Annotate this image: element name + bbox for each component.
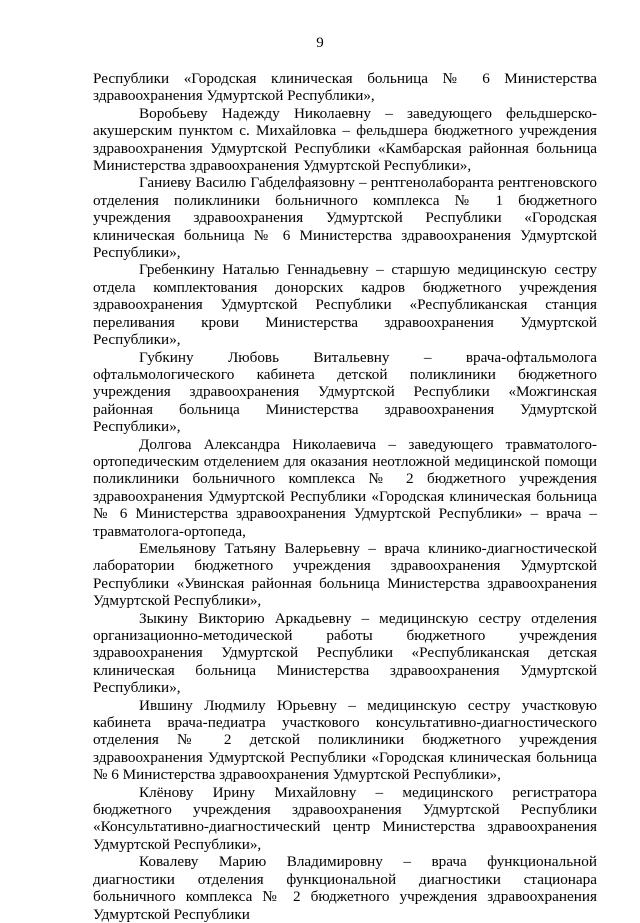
paragraph-ganieva: Ганиеву Василю Габделфаязовну – рентгенолаборанта рентгеновского отделения поликлиники больничного комплекса № 1 бюджетного учреждения здравоохранения Удмуртской Республики «Городская клиническая больница № 6 Министерства здравоохранения Удмуртской Республики», [93, 174, 597, 262]
paragraph-zykina: Зыкину Викторию Аркадьевну – медицинскую сестру отделения организационно-методической работы бюджетного учреждения здравоохранения Удмуртской Республики «Республиканская детская клиническая больница Министерства здравоохранения Удмуртской Республики», [93, 609, 597, 697]
paragraph-gubkina: Губкину Любовь Витальевну – врача-офтальмолога офтальмологического кабинета детской поликлиники бюджетного учреждения здравоохранения Удмуртской Республики «Можгинская районная больница Министерства здравоохранения Удмуртской Республики», [93, 348, 597, 436]
paragraph-kovaleva: Ковалеву Марию Владимировну – врача функциональной диагностики отделения функциональной диагностики стационара больничного комплекса № 2 бюджетного учреждения здравоохранения Удмуртской Республики [93, 853, 597, 923]
paragraph-dolgov: Долгова Александра Николаевича – заведующего травматолого-ортопедическим отделением для оказания неотложной медицинской помощи поликлиники больничного комплекса № 2 бюджетного учреждения здравоохранения Удмуртской Республики «Городская клиническая больница № 6 Министерства здравоохранения Удмуртской Республики» – врача – травматолога-ортопеда, [93, 435, 597, 540]
paragraph-emelyanova: Емельянову Татьяну Валерьевну – врача клинико-диагностической лаборатории бюджетного учреждения здравоохранения Удмуртской Республики «Увинская районная больница Министерства здравоохранения Удмуртской Республики», [93, 539, 597, 610]
document-body [93, 70, 597, 923]
paragraph-ivshina: Ившину Людмилу Юрьевну – медицинскую сестру участковую кабинета врача-педиатра участкового консультативно-диагностического отделения № 2 детской поликлиники бюджетного учреждения здравоохранения Удмуртской Республики «Городская клиническая больница № 6 Министерства здравоохранения Удмуртской Республики», [93, 696, 597, 784]
paragraph-grebenkina: Гребенкину Наталью Геннадьевну – старшую медицинскую сестру отдела комплектования донорских кадров бюджетного учреждения здравоохранения Удмуртской Республики «Республиканская станция переливания крови Министерства здравоохранения Удмуртской Республики», [93, 261, 597, 349]
paragraph-continuation: Республики «Городская клиническая больница № 6 Министерства здравоохранения Удмуртской Республики», [93, 70, 597, 105]
paragraph-vorobyeva: Воробьеву Надежду Николаевну – заведующего фельдшерско-акушерским пунктом с. Михайловка – фельдшера бюджетного учреждения здравоохранения Удмуртской Республики «Камбарская районная больница Министерства здравоохранения Удмуртской Республики», [93, 104, 597, 175]
page-number: 9 [316, 35, 324, 51]
paragraph-klenova: Клёнову Ирину Михайловну – медицинского регистратора бюджетного учреждения здравоохранения Удмуртской Республики «Консультативно-диагностический центр Министерства здравоохранения Удмуртской Республики», [93, 783, 597, 853]
